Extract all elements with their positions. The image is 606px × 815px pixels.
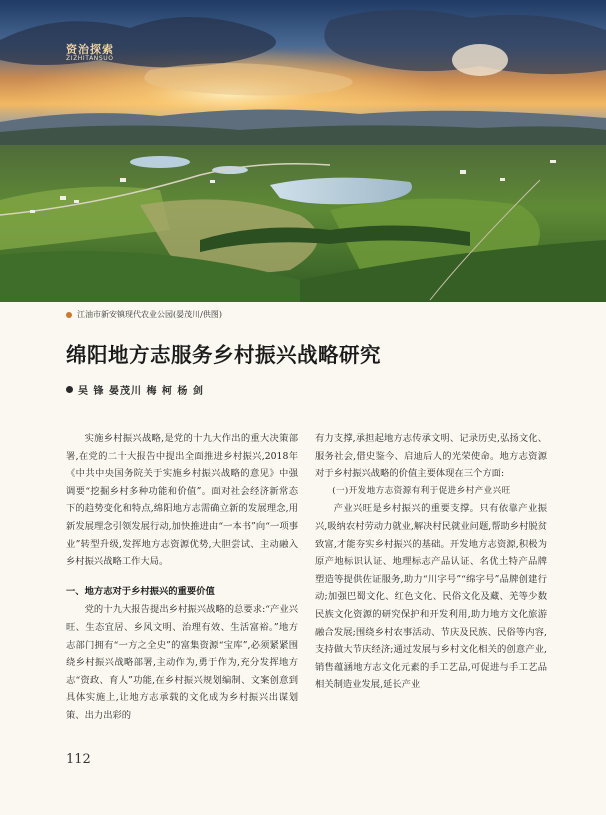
paragraph: 实施乡村振兴战略,是党的十九大作出的重大决策部署,在党的二十大报告中提出全面推进乡村振兴,2018年《中共中央国务院关于实施乡村振兴战略的意见》中强调要“挖掘乡村多种功能和价值”。面对社会经济新常态下的趋势变化和特点,绵阳地方志需确立新的发展理念,用新发展理念引领发展行动,加快推进由“一本书”向“一项事业”转型升级,发挥地方志资源优势,大胆尝试、主动融入乡村振兴战略工作大局。	[66, 433, 298, 568]
right-column	[315, 430, 547, 694]
section-tag-pinyin: ZIZHITANSUO	[66, 55, 114, 62]
article-authors	[66, 382, 204, 397]
caption-bullet-icon	[66, 312, 72, 318]
photo-caption	[66, 309, 222, 320]
paragraph: 有力支撑,承担起地方志传承文明、记录历史,弘扬文化、服务社会,借史鉴今、启迪后人的光荣使命。地方志资源对于乡村振兴战略的价值主要体现在三个方面:	[315, 433, 547, 480]
section-tag: 资治探索	[66, 43, 114, 56]
left-column	[66, 430, 298, 725]
subsection-heading: (一)开发地方志资源有利于促进乡村产业兴旺	[332, 485, 511, 496]
authors-bullet-icon	[66, 386, 73, 393]
authors-text: 吴 锋 晏茂川 梅 柯 杨 剑	[78, 386, 204, 397]
photo-caption-text: 江油市新安镇现代农业公园(晏茂川/供图)	[77, 310, 222, 319]
paragraph: 产业兴旺是乡村振兴的重要支撑。只有依靠产业振兴,吸纳农村劳动力就业,解决村民就业问题,帮助乡村脱贫致富,才能夯实乡村振兴的基础。开发地方志资源,积极为原产地标识认证、地理标志产品认证、名优土特产品牌塑造等提供佐证服务,助力“川字号”“绵字号”品牌创建行动;加强巴蜀文化、红色文化、民俗文化及藏、羌等少数民族文化资源的研究保护和开发利用,助力地方文化旅游融合发展;围绕乡村农事活动、节庆及民族、民俗等内容,支持做大节庆经济;通过发展与乡村文化相关的创意产业,销售蕴涵地方志文化元素的手工艺品,可促进与手工艺品相关制造业发展,延长产业	[315, 503, 547, 691]
page-number: 112	[66, 752, 91, 767]
hero-photo	[0, 0, 606, 302]
article-title: 绵阳地方志服务乡村振兴战略研究	[66, 343, 381, 367]
paragraph: 党的十九大报告提出乡村振兴战略的总要求:“产业兴旺、生态宜居、乡风文明、治理有效、生活富裕。”地方志部门拥有“一方之全史”的富集资源“宝库”,必须紧紧围绕乡村振兴战略部署,主动作为,勇于作为,充分发挥地方志“资政、育人”功能,在乡村振兴规划编制、文案创意到具体实施上,让地方志承载的文化成为乡村振兴出谋划策、出力出彩的	[66, 604, 298, 721]
section-heading: 一、地方志对于乡村振兴的重要价值	[66, 585, 215, 597]
